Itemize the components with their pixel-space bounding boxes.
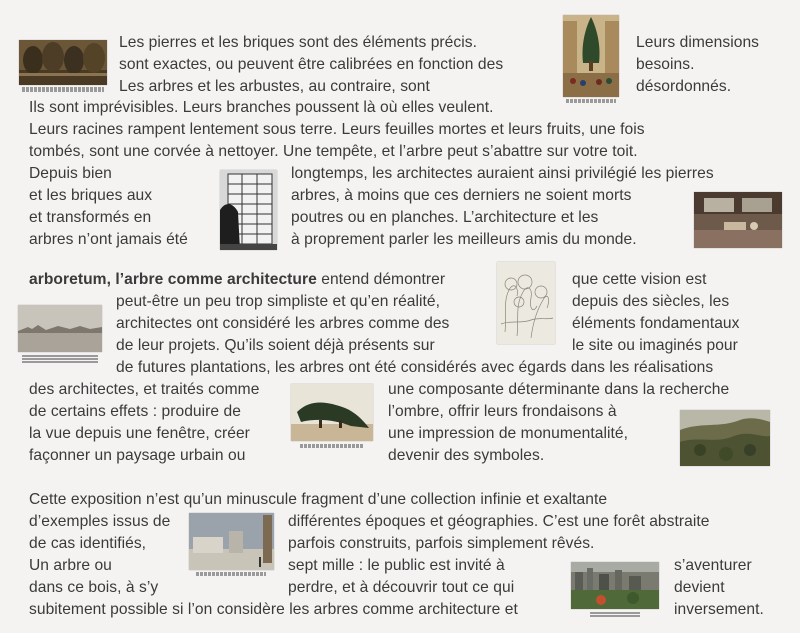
text-line: Les pierres et les briques sont des éléments précis. bbox=[119, 34, 477, 51]
text-line: dans ce bois, à s’y bbox=[29, 579, 159, 596]
text-line: subitement possible si l’on considère les arbres comme architecture et bbox=[29, 601, 518, 618]
plaza-tower-photo bbox=[189, 513, 274, 570]
text-line: devenir des symboles. bbox=[388, 447, 545, 464]
text-line: sept mille : le public est invité à bbox=[288, 557, 505, 574]
text-line: arbres n’ont jamais été bbox=[29, 231, 188, 248]
text-line: l’ombre, offrir leurs frondaisons à bbox=[388, 403, 617, 420]
text-line: Leurs dimensions bbox=[636, 34, 760, 51]
aerial-city-photo bbox=[571, 562, 659, 609]
text-line: et transformés en bbox=[29, 209, 152, 226]
text-line: poutres ou en planches. L’architecture et les bbox=[291, 209, 599, 226]
hillside-photo bbox=[680, 410, 770, 466]
landscape-bw-photo bbox=[18, 305, 102, 352]
building-bw-photo bbox=[220, 170, 277, 250]
text-line: de cas identifiés, bbox=[29, 535, 147, 552]
exhibition-title: arboretum, l’arbre comme architecture bbox=[29, 271, 317, 288]
text-line: Cette exposition n’est qu’un minuscule fragment d’une collection infinie et exaltante bbox=[29, 491, 608, 508]
text-line: architectes ont considéré les arbres comme des bbox=[116, 315, 450, 332]
text-line: inversement. bbox=[674, 601, 764, 618]
text-line: depuis des siècles, les bbox=[572, 293, 730, 310]
text-line: désordonnés. bbox=[636, 78, 732, 95]
text-line: que cette vision est bbox=[572, 271, 707, 288]
text-line: de leur projets. Qu’ils soient déjà présents sur bbox=[116, 337, 435, 354]
text-line: et les briques aux bbox=[29, 187, 153, 204]
text-line: longtemps, les architectes auraient ainsi privilégié les pierres bbox=[291, 165, 714, 182]
text-line: arbres, à moins que ces derniers ne soient morts bbox=[291, 187, 632, 204]
text-line: besoins. bbox=[636, 56, 695, 73]
text-fragment: entend démontrer bbox=[316, 271, 446, 288]
text-line: tombés, sont une corvée à nettoyer. Une tempête, et l’arbre peut s’abattre sur votre toit. bbox=[29, 143, 638, 160]
text-line bbox=[29, 270, 445, 290]
text-line: d’exemples issus de bbox=[29, 513, 171, 530]
painting-trees-image bbox=[19, 40, 107, 85]
image-caption-mark bbox=[300, 444, 364, 448]
image-caption-mark bbox=[22, 355, 98, 363]
text-line: le site ou imaginés pour bbox=[572, 337, 738, 354]
text-line: façonner un paysage urbain ou bbox=[29, 447, 246, 464]
text-line: sont exactes, ou peuvent être calibrées en fonction des bbox=[119, 56, 504, 73]
image-caption-mark bbox=[196, 572, 266, 576]
text-line: de futures plantations, les arbres ont été considérés avec égards dans les réalisations bbox=[116, 359, 714, 376]
text-line: Un arbre ou bbox=[29, 557, 112, 574]
text-line: peut-être un peu trop simpliste et qu’en réalité, bbox=[116, 293, 441, 310]
tree-sketch-image bbox=[497, 262, 555, 344]
painting-cypress-image bbox=[563, 15, 619, 97]
text-line: une impression de monumentalité, bbox=[388, 425, 628, 442]
image-caption-mark bbox=[590, 612, 640, 617]
text-line: Leurs racines rampent lentement sous terre. Leurs feuilles mortes et leurs fruits, une fois bbox=[29, 121, 645, 138]
text-line: parfois construits, parfois simplement rêvés. bbox=[288, 535, 595, 552]
interior-photo bbox=[694, 192, 782, 248]
text-line: à proprement parler les meilleurs amis du monde. bbox=[291, 231, 637, 248]
text-line: perdre, et à découvrir tout ce qui bbox=[288, 579, 515, 596]
text-line: la vue depuis une fenêtre, créer bbox=[29, 425, 250, 442]
text-line: devient bbox=[674, 579, 725, 596]
text-line: une composante déterminante dans la recherche bbox=[388, 381, 730, 398]
image-caption-mark bbox=[566, 99, 616, 103]
cypress-photo bbox=[291, 384, 373, 441]
text-line: des architectes, et traités comme bbox=[29, 381, 260, 398]
text-line: différentes époques et géographies. C’est une forêt abstraite bbox=[288, 513, 710, 530]
text-line: s’aventurer bbox=[674, 557, 752, 574]
text-line: Les arbres et les arbustes, au contraire, sont bbox=[119, 78, 430, 95]
text-line: de certains effets : produire de bbox=[29, 403, 241, 420]
image-caption-mark bbox=[22, 87, 104, 92]
text-line: Ils sont imprévisibles. Leurs branches poussent là où elles veulent. bbox=[29, 99, 494, 116]
text-line: éléments fondamentaux bbox=[572, 315, 740, 332]
text-line: Depuis bien bbox=[29, 165, 112, 182]
